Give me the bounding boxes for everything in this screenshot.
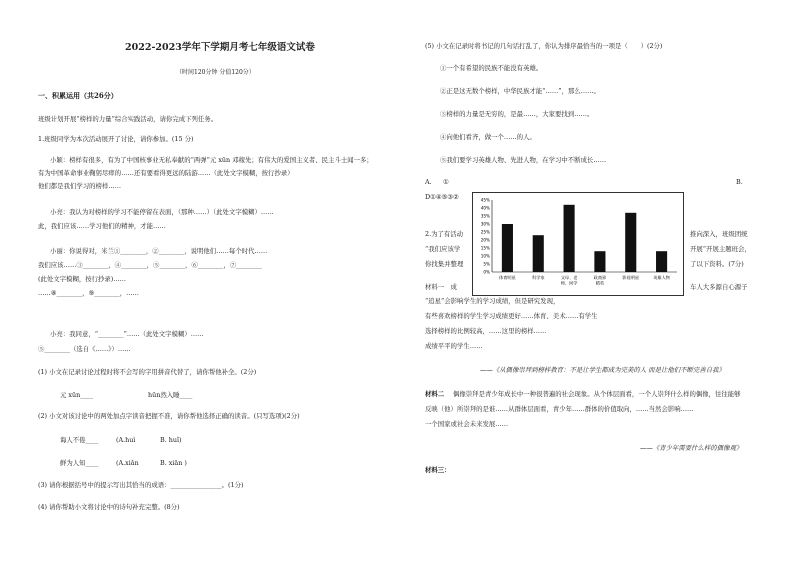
task-2-line: 推向深入，班级团统 bbox=[690, 230, 748, 238]
y-tick-label: 20% bbox=[480, 237, 490, 243]
intro-text: 班级计划开展“榜样的力量”综合实践活动，请你完成下列任务。 bbox=[38, 115, 218, 123]
y-tick-label: 15% bbox=[480, 245, 490, 251]
option-a[interactable]: (A.huì bbox=[116, 436, 136, 444]
x-tick-label: 影视明星 bbox=[622, 275, 640, 280]
option-b[interactable]: B. huǐ) bbox=[160, 436, 182, 444]
paragraph-line: 小颖：榜样有很多，有为了中国核事业无私奉献的“两弹”元 xūn 邓稼先；有伟大的爱国主义者、民主斗士闻一多； bbox=[50, 156, 373, 164]
y-tick-label: 40% bbox=[480, 205, 490, 211]
y-tick-label: 10% bbox=[480, 253, 490, 259]
x-tick-label: 英雄人物 bbox=[653, 275, 670, 280]
y-tick-label: 45% bbox=[480, 197, 490, 203]
paragraph-line: 小丽：你说得对，米兰①________，②________，说明他们……每个时代…… bbox=[50, 247, 268, 255]
x-tick-label: 体育明星 bbox=[499, 275, 516, 280]
task-1-heading: 1.班级同学为本次活动展开了讨论，请你参加。(15 分) bbox=[38, 135, 194, 143]
paragraph-line: ⑤________（选自《……》）…… bbox=[38, 345, 131, 353]
paragraph-line: 他们都是我们学习的榜样…… bbox=[38, 182, 122, 190]
task-2-line: 你找集并整理 bbox=[425, 260, 464, 268]
chart-bar bbox=[533, 235, 544, 272]
question-4: (4) 请你帮助小文将讨论中的诗句补充完整。(8分) bbox=[38, 503, 180, 511]
y-tick-label: 30% bbox=[480, 221, 490, 227]
material-1-label: 材料一 成 bbox=[425, 283, 457, 291]
x-tick-label: 父母、老师、同学 bbox=[560, 275, 578, 286]
exam-title: 2022-2023学年下学期月考七年级语文试卷 bbox=[125, 42, 315, 53]
option-a[interactable]: (A.xiǎn bbox=[116, 459, 139, 467]
paragraph-line: 小亮：我同意，“________”……（此处文字模糊）…… bbox=[50, 330, 204, 338]
bar-chart bbox=[472, 192, 684, 296]
choice-a-order: ① bbox=[443, 178, 449, 186]
y-tick-label: 35% bbox=[480, 213, 490, 219]
option-line: ②正是这无数个榜样，中华民族才能“……”，那么……。 bbox=[440, 87, 600, 95]
task-2-line: 车人大多源自心源子 bbox=[690, 283, 748, 291]
material-line: 成绩平平的学生…… bbox=[425, 342, 483, 350]
material-source: ——《青少年需要什么样的偶像观》 bbox=[640, 444, 743, 452]
exam-subtitle: （时间120分钟 分值120分） bbox=[176, 69, 255, 76]
material-line: 有些喜欢榜样的学生学习成绩更好……体育、美术……有学生 bbox=[425, 312, 598, 320]
paragraph-line: 此，我们应该……学习他们的精神，才能…… bbox=[38, 222, 166, 230]
chart-bar bbox=[594, 251, 605, 272]
choice-d[interactable]: D①④⑤③② bbox=[425, 193, 459, 201]
answer-blank[interactable]: hūn然入睡____ bbox=[148, 391, 193, 399]
paragraph-line: ……⑧________，⑨________，…… bbox=[38, 289, 139, 297]
y-tick-label: 5% bbox=[483, 261, 490, 267]
y-tick-label: 0% bbox=[483, 269, 490, 275]
x-tick-label: 科学家 bbox=[531, 275, 545, 280]
word-item: 诲人不倦____ bbox=[60, 436, 99, 444]
question-2: (2) 小文对该讨论中的两处加点字读音把握不准，请你帮他选择正确的读音。(只写选项)(2分) bbox=[38, 412, 300, 420]
paragraph-line: 我们应该……③________，④________，⑤________，⑥________，⑦________ bbox=[38, 261, 262, 269]
material-line: “追星”会影响学生的学习成绩，但是研究发现， bbox=[425, 297, 560, 305]
paragraph-line: 小亮：我认为对榜样的学习不能停留在表面，（那种……）（此处文字模糊）…… bbox=[50, 208, 274, 216]
x-tick-label: 政商界精英 bbox=[593, 275, 607, 286]
chart-bar bbox=[502, 224, 513, 272]
question-1: (1) 小文在记录讨论过程时将不会写的字用拼音代替了，请你帮他补全。(2分) bbox=[38, 368, 257, 376]
choice-a[interactable]: A. bbox=[425, 178, 432, 186]
option-line: ①一个有希望的民族不能没有英雄。 bbox=[440, 64, 543, 72]
task-2-line: “我们应该学 bbox=[425, 245, 461, 253]
option-line: ④向他们看齐，做一个……的人。 bbox=[440, 133, 536, 141]
material-line: 一个国家或社会未来发展…… bbox=[425, 420, 509, 428]
question-5: (5) 小文在记录时将书记的几句话打乱了，你认为排序最恰当的一项是（ ）(2分) bbox=[425, 42, 663, 50]
material-3-label: 材料三： bbox=[425, 466, 451, 474]
y-tick-label: 25% bbox=[480, 229, 490, 235]
chart-bar bbox=[656, 251, 667, 272]
task-2-line: 开展“开展主题班会， bbox=[690, 245, 751, 253]
task-2-line: 2.为了有活动 bbox=[425, 230, 464, 238]
chart-bar bbox=[625, 213, 636, 272]
section-heading: 一、积累运用（共26分） bbox=[38, 91, 118, 100]
paragraph-line: 有为中国革命事业鞠躬尽瘁的……还有要看得更远的陆游……（此处文字模糊，按行抄录） bbox=[38, 169, 294, 177]
material-2-label: 材料二 bbox=[425, 390, 445, 398]
answer-blank[interactable]: 元 xūn____ bbox=[60, 391, 94, 399]
task-2-line: 了以下资料。(7分) bbox=[690, 260, 744, 268]
option-line: ⑤我们要学习英雄人物、先进人物，在学习中不断成长…… bbox=[440, 156, 607, 164]
material-line: 偶像崇拜是青少年成长中一种很普遍的社会现象。从个体层面看，一个人崇拜什么样的偶像，往往能够 bbox=[453, 390, 741, 398]
material-line: 选择榜样的比例较高，……这里的榜样…… bbox=[425, 327, 547, 335]
material-line: 反映（他）所崇拜的是谁……从群体层面看，青少年……群体的价值取向，……当然会影响…… bbox=[425, 405, 694, 413]
material-source: ——《从偶像崇拜到榜样教育：不是让学生都成为完美的人 而是让他们不断完善自我》 bbox=[480, 366, 725, 374]
option-b[interactable]: B. xiān ) bbox=[160, 459, 187, 467]
paragraph-line: (此处文字模糊，按行抄录)…… bbox=[38, 275, 127, 283]
option-line: ③榜样的力量是无穷的，是最……，大家要找到……。 bbox=[440, 110, 594, 118]
choice-b[interactable]: B. bbox=[736, 178, 743, 186]
word-item: 鲜为人知____ bbox=[60, 459, 99, 467]
question-3: (3) 请你根据括号中的提示写出其恰当的成语：________________。(1分) bbox=[38, 481, 244, 489]
chart-bar bbox=[564, 205, 575, 272]
